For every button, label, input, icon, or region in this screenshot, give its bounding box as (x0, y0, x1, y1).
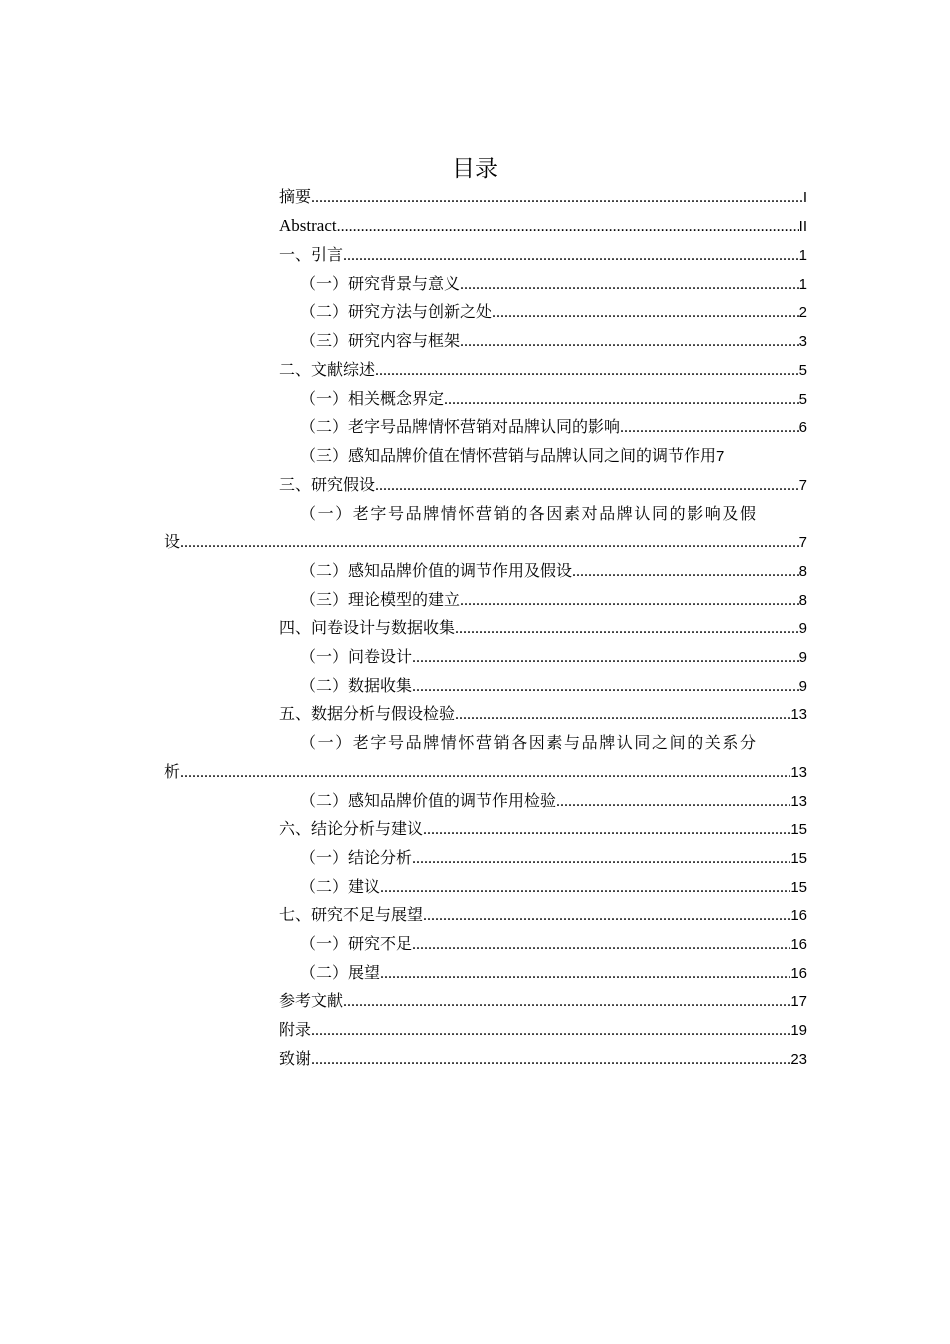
toc-leader-dots (343, 242, 799, 270)
toc-entry-acknowledgements[interactable] (279, 1045, 807, 1073)
toc-leader-dots (180, 529, 799, 557)
toc-leader-dots (375, 357, 799, 385)
toc-leader-dots (311, 1017, 790, 1045)
toc-page-number: 7 (716, 448, 725, 465)
toc-entry-subsection[interactable] (300, 327, 807, 355)
toc-entry-text: （一）研究背景与意义 (300, 274, 461, 293)
toc-page-number: 23 (790, 1051, 807, 1068)
toc-page-number: II (798, 218, 807, 235)
toc-page-number: 15 (790, 879, 807, 896)
toc-entry-abstract-en[interactable] (279, 212, 807, 240)
toc-leader-dots (572, 558, 799, 586)
toc-entry-section-1[interactable] (279, 241, 807, 269)
toc-entry-text: 七、研究不足与展望 (279, 905, 424, 924)
toc-entry-text-cont: 析 (164, 762, 181, 781)
toc-leader-dots (423, 816, 790, 844)
toc-leader-dots (620, 414, 799, 442)
toc-leader-dots (380, 960, 790, 988)
toc-entry-text: （一）老字号品牌情怀营销各因素与品牌认同之间的关系分 (300, 733, 758, 752)
toc-entry-text: 六、结论分析与建议 (279, 819, 424, 838)
toc-leader-dots (412, 845, 790, 873)
toc-entry-text: （一）老字号品牌情怀营销的各因素对品牌认同的影响及假 (300, 504, 758, 523)
toc-entry-text: （一）结论分析 (300, 848, 413, 867)
toc-leader-dots (460, 587, 799, 615)
toc-page-number: 5 (798, 362, 807, 379)
toc-entry-text: （二）展望 (300, 963, 381, 982)
toc-page-number: 13 (790, 706, 807, 723)
toc-entry-subsection-wrapped-line1[interactable] (300, 729, 807, 757)
toc-page-number: 1 (798, 276, 807, 293)
toc-entry-text: （二）感知品牌价值的调节作用检验 (300, 791, 557, 810)
toc-entry-subsection-wrapped-line2[interactable] (164, 528, 807, 556)
toc-entry-section-2[interactable] (279, 356, 807, 384)
toc-entry-subsection[interactable] (300, 672, 807, 700)
toc-page-number: 7 (798, 534, 807, 551)
toc-leader-dots (455, 701, 790, 729)
toc-entry-section-7[interactable] (279, 901, 807, 929)
toc-leader-dots (180, 759, 790, 787)
toc-entry-subsection-wrapped-line1[interactable] (300, 500, 807, 528)
toc-page-number: 2 (798, 304, 807, 321)
toc-page-number: 8 (798, 563, 807, 580)
toc-page-number: 15 (790, 821, 807, 838)
toc-page-number: 17 (790, 993, 807, 1010)
toc-entry-abstract-cn[interactable] (279, 183, 807, 211)
toc-leader-dots (460, 271, 799, 299)
toc-leader-dots (375, 472, 799, 500)
toc-title: 目录 (452, 156, 498, 182)
toc-entry-subsection[interactable] (300, 557, 807, 585)
toc-entry-subsection[interactable] (300, 844, 807, 872)
toc-page-number: 8 (798, 592, 807, 609)
toc-page-number: 1 (798, 247, 807, 264)
toc-page-number: 7 (798, 477, 807, 494)
toc-entry-text: 三、研究假设 (279, 475, 376, 494)
toc-page-number: 13 (790, 764, 807, 781)
toc-entry-section-3[interactable] (279, 471, 807, 499)
toc-entry-subsection[interactable] (300, 385, 807, 413)
toc-leader-dots (423, 902, 790, 930)
toc-entry-text: （二）数据收集 (300, 676, 413, 695)
toc-page-number: 9 (798, 649, 807, 666)
toc-entry-section-6[interactable] (279, 815, 807, 843)
toc-leader-dots (412, 644, 799, 672)
toc-entry-subsection[interactable] (300, 298, 807, 326)
toc-page-number: 15 (790, 850, 807, 867)
toc-leader-dots (444, 386, 799, 414)
toc-entry-subsection[interactable] (300, 643, 807, 671)
toc-entry-section-4[interactable] (279, 614, 807, 642)
toc-entry-subsection[interactable] (300, 586, 807, 614)
toc-page-number: I (802, 189, 807, 206)
toc-entry-text: （二）感知品牌价值的调节作用及假设 (300, 561, 573, 580)
toc-leader-dots (311, 1046, 790, 1074)
toc-entry-text: 摘要 (279, 187, 312, 206)
toc-entry-text: （一）问卷设计 (300, 647, 413, 666)
toc-leader-dots (337, 213, 799, 241)
toc-page-number: 3 (798, 333, 807, 350)
toc-page-number: 16 (790, 907, 807, 924)
toc-entry-text: 五、数据分析与假设检验 (279, 704, 456, 723)
toc-leader-dots (412, 931, 790, 959)
toc-entry-appendix[interactable] (279, 1016, 807, 1044)
toc-entry-text: 附录 (279, 1020, 312, 1039)
toc-leader-dots (343, 988, 790, 1016)
toc-leader-dots (311, 184, 803, 212)
toc-entry-text: （二）建议 (300, 877, 381, 896)
toc-entry-text: （二）研究方法与创新之处 (300, 302, 493, 321)
toc-leader-dots (455, 615, 799, 643)
toc-entry-text: 二、文献综述 (279, 360, 376, 379)
toc-entry-text: 四、问卷设计与数据收集 (279, 618, 456, 637)
toc-entry-text: 致谢 (279, 1049, 312, 1068)
toc-entry-subsection[interactable] (300, 959, 807, 987)
toc-entry-text: （三）感知品牌价值在情怀营销与品牌认同之间的调节作用 (300, 446, 717, 465)
toc-leader-dots (492, 299, 799, 327)
toc-page-number: 9 (798, 678, 807, 695)
toc-entry-references[interactable] (279, 987, 807, 1015)
toc-entry-subsection[interactable] (300, 787, 807, 815)
toc-entry-text: 一、引言 (279, 245, 344, 264)
toc-entry-text-cont: 设 (164, 532, 181, 551)
toc-page-number: 5 (798, 391, 807, 408)
toc-entry-text: （二）老字号品牌情怀营销对品牌认同的影响 (300, 417, 621, 436)
toc-entry-text: （三）研究内容与框架 (300, 331, 461, 350)
toc-entry-subsection[interactable] (300, 873, 807, 901)
toc-leader-dots (412, 673, 799, 701)
toc-leader-dots (380, 874, 790, 902)
toc-entry-text: （一）相关概念界定 (300, 389, 445, 408)
toc-page-number: 16 (790, 936, 807, 953)
toc-entry-text: （三）理论模型的建立 (300, 590, 461, 609)
toc-page-number: 19 (790, 1022, 807, 1039)
toc-entry-subsection[interactable] (300, 442, 807, 470)
toc-entry-section-5[interactable] (279, 700, 807, 728)
toc-entry-subsection[interactable] (300, 270, 807, 298)
toc-page-number: 6 (798, 419, 807, 436)
toc-page-number: 13 (790, 793, 807, 810)
toc-entry-subsection[interactable] (300, 413, 807, 441)
toc-entry-text: Abstract (279, 216, 337, 235)
toc-page-number: 9 (798, 620, 807, 637)
toc-entry-subsection-wrapped-line2[interactable] (164, 758, 807, 786)
toc-entry-text: 参考文献 (279, 991, 344, 1010)
toc-leader-dots (556, 788, 790, 816)
toc-leader-dots (460, 328, 799, 356)
toc-page-number: 16 (790, 965, 807, 982)
toc-entry-text: （一）研究不足 (300, 934, 413, 953)
toc-entry-subsection[interactable] (300, 930, 807, 958)
